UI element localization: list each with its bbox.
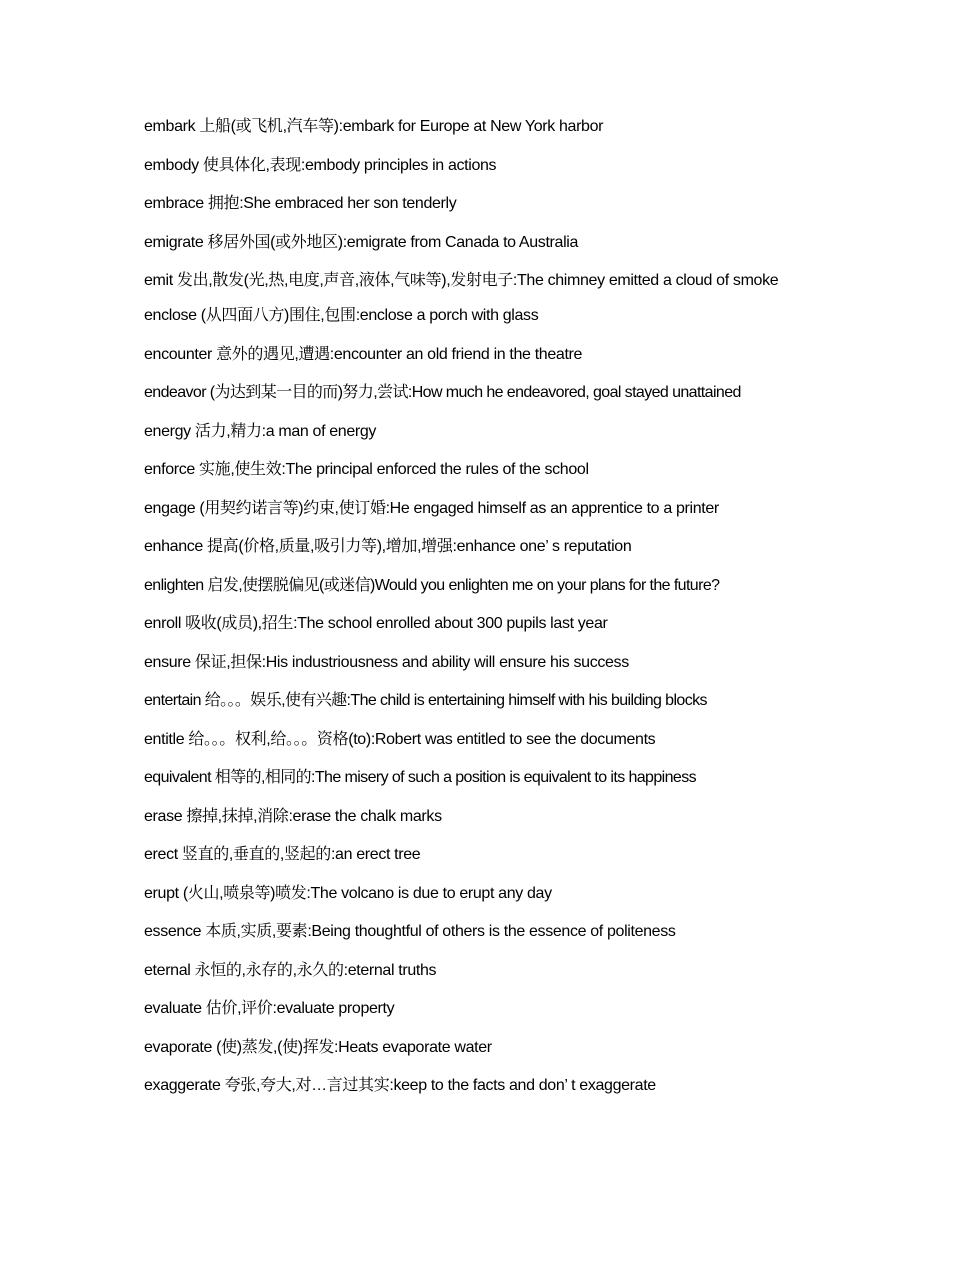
vocabulary-entry: eternal 永恒的,永存的,永久的:eternal truths (144, 961, 437, 979)
vocabulary-entry: enhance 提高(价格,质量,吸引力等),增加,增强:enhance one’ s reputation (144, 538, 632, 555)
vocabulary-entry: evaporate (使)蒸发,(使)挥发:Heats evaporate water (144, 1038, 492, 1056)
vocabulary-entry: engage (用契约诺言等)约束,使订婚:He engaged himself as an apprentice to a printer (144, 499, 719, 517)
vocabulary-entry: enforce 实施,使生效:The principal enforced the rules of the school (144, 461, 589, 478)
vocabulary-entry: erase 擦掉,抹掉,消除:erase the chalk marks (144, 807, 442, 825)
vocabulary-entry: entertain 给。。。娱乐,使有兴趣:The child is entertaining himself with his building blocks (144, 692, 707, 709)
vocabulary-entry: erect 竖直的,垂直的,竖起的:an erect tree (144, 846, 421, 863)
vocabulary-entry: embrace 拥抱:She embraced her son tenderly (144, 195, 457, 212)
vocabulary-entry: entitle 给。。。权利,给。。。资格(to):Robert was entitled to see the documents (144, 730, 656, 748)
vocabulary-list (144, 114, 824, 1112)
vocabulary-entry: enroll 吸收(成员),招生:The school enrolled about 300 pupils last year (144, 615, 608, 632)
vocabulary-entry: enlighten 启发,使摆脱偏见(或迷信)Would you enlighten me on your plans for the future? (144, 576, 720, 594)
vocabulary-entry: endeavor (为达到某一目的而)努力,尝试:How much he endeavored, goal stayed unattained (144, 384, 741, 401)
vocabulary-entry: ensure 保证,担保:His industriousness and ability will ensure his success (144, 653, 629, 671)
vocabulary-entry: energy 活力,精力:a man of energy (144, 422, 377, 440)
vocabulary-entry: erupt (火山,喷泉等)喷发:The volcano is due to erupt any day (144, 884, 552, 902)
vocabulary-entry: evaluate 估价,评价:evaluate property (144, 1000, 395, 1017)
vocabulary-entry: exaggerate 夸张,夸大,对…言过其实:keep to the facts and don’ t exaggerate (144, 1077, 656, 1094)
vocabulary-entry: enclose (从四面八方)围住,包围:enclose a porch with glass (144, 307, 539, 324)
vocabulary-entry: embody 使具体化,表现:embody principles in actions (144, 156, 497, 174)
vocabulary-entry: essence 本质,实质,要素:Being thoughtful of others is the essence of politeness (144, 923, 676, 940)
vocabulary-entry: encounter 意外的遇见,遭遇:encounter an old friend in the theatre (144, 345, 583, 363)
vocabulary-entry: emigrate 移居外国(或外地区):emigrate from Canada to Australia (144, 233, 579, 251)
vocabulary-entry: emit 发出,散发(光,热,电度,声音,液体,气味等),发射电子:The chimney emitted a cloud of smoke (144, 272, 779, 289)
vocabulary-entry: embark 上船(或飞机,汽车等):embark for Europe at New York harbor (144, 118, 604, 135)
vocabulary-entry: equivalent 相等的,相同的:The misery of such a position is equivalent to its happiness (144, 769, 696, 786)
